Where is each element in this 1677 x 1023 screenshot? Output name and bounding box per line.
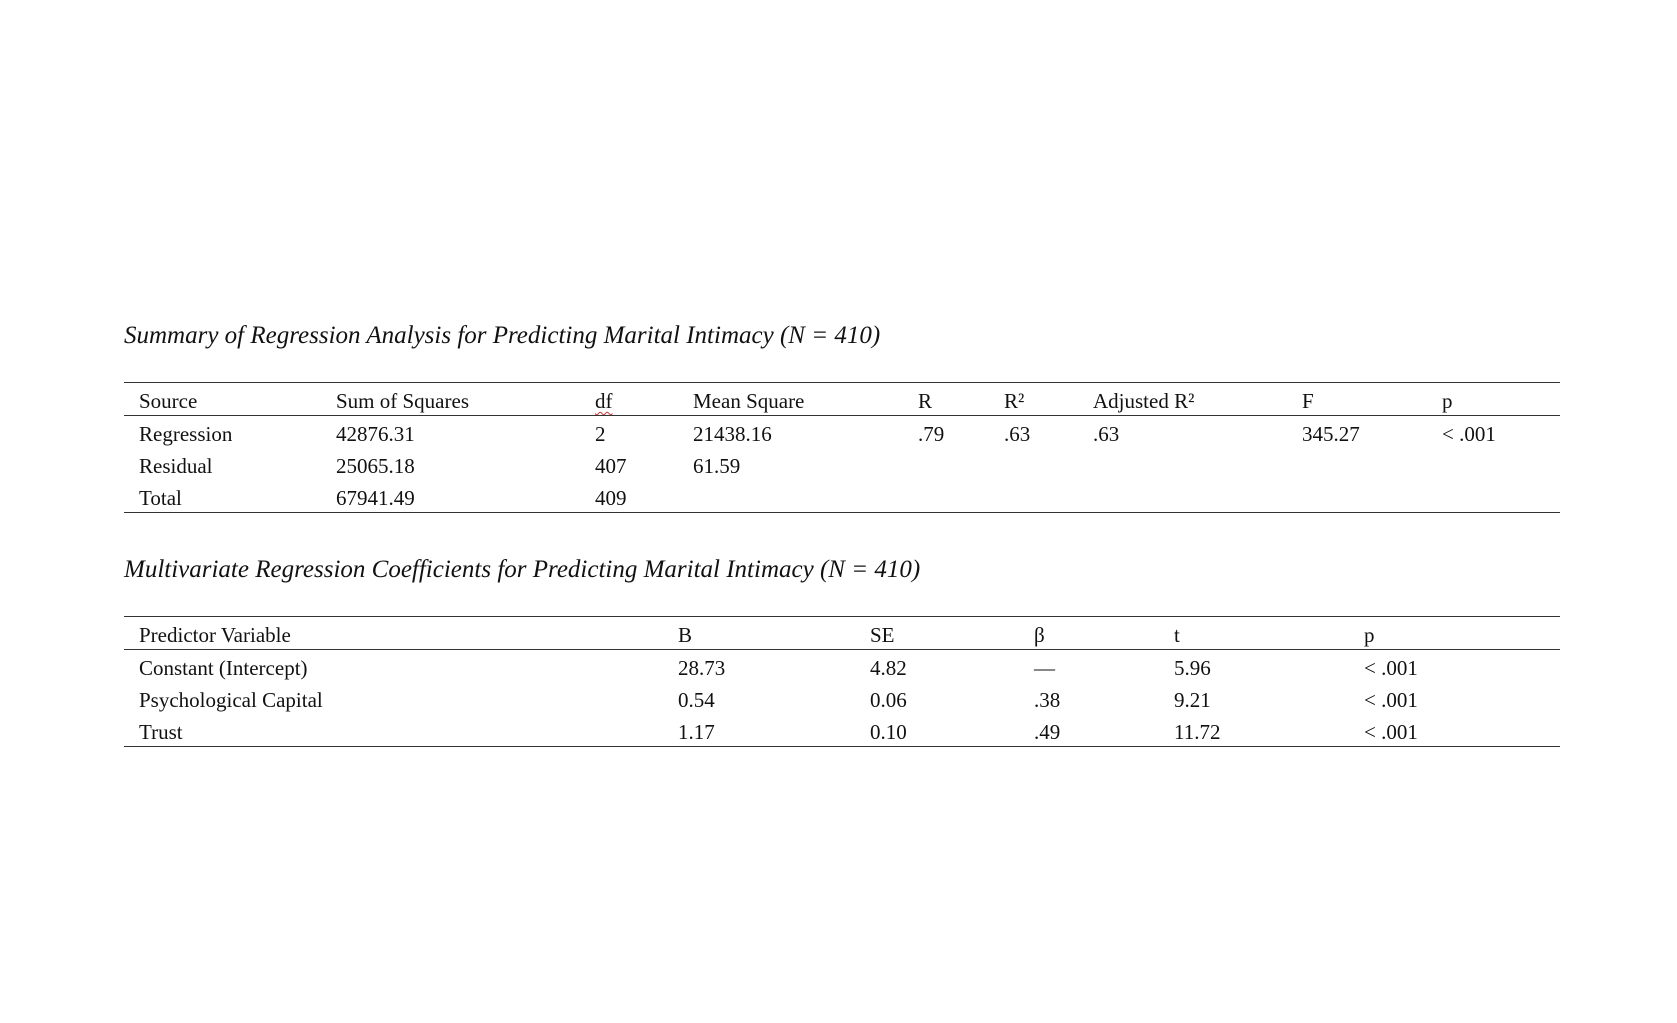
table-1-bottom-rule [124,512,1560,513]
table-2-row-psycap-predictor: Psychological Capital [139,688,323,712]
table-1-row-regression-r: .79 [918,422,945,446]
table-2-row-psycap-p: < .001 [1364,688,1418,712]
table-2-row-psycap-beta: .38 [1034,688,1061,712]
table-2-row-trust-predictor: Trust [139,720,183,744]
table-1-row-regression-p: < .001 [1442,422,1496,446]
table-2-row-trust-t: 11.72 [1174,720,1221,744]
table-1-row-regression-r-squared: .63 [1004,422,1031,446]
table-2-top-rule [124,616,1560,617]
table-1-caption: Summary of Regression Analysis for Predicting Marital Intimacy (N = 410) [124,322,881,349]
table-2-row-constant-t: 5.96 [1174,656,1211,680]
table-2-row-psycap-b: 0.54 [678,688,715,712]
table-2-row-trust-se: 0.10 [870,720,907,744]
table-2-caption: Multivariate Regression Coefficients for Predicting Marital Intimacy (N = 410) [124,556,921,583]
table-2-row-constant-predictor: Constant (Intercept) [139,656,308,680]
table-1-row-total-df: 409 [595,486,627,510]
table-2-bottom-rule [124,746,1560,747]
table-1-header-mean-square: Mean Square [693,389,805,413]
table-1-row-regression-ms: 21438.16 [693,422,772,446]
table-1-header-rule [124,415,1560,416]
table-1-row-residual-df: 407 [595,454,627,478]
table-2-header-predictor: Predictor Variable [139,623,291,647]
table-1-row-regression-adj-r-squared: .63 [1093,422,1120,446]
table-1-header-r: R [918,389,933,413]
table-1-row-regression-ss: 42876.31 [336,422,415,446]
table-1-row-total-source: Total [139,486,182,510]
table-2-row-trust-p: < .001 [1364,720,1418,744]
table-2-header-b: B [678,623,693,647]
table-1-header-sum-of-squares: Sum of Squares [336,389,469,413]
table-1-row-residual-source: Residual [139,454,213,478]
table-1-header-df: df [595,389,613,413]
table-1-header-source: Source [139,389,198,413]
table-1-row-residual-ss: 25065.18 [336,454,415,478]
table-2-header-t: t [1174,623,1180,647]
table-1-row-residual-ms: 61.59 [693,454,741,478]
table-1-header-adjusted-r-squared: Adjusted R² [1093,389,1195,413]
table-1-header-r-squared: R² [1004,389,1025,413]
table-2-row-psycap-se: 0.06 [870,688,907,712]
table-1-row-total-ss: 67941.49 [336,486,415,510]
table-2-header-p: p [1364,623,1375,647]
table-1-row-regression-df: 2 [595,422,606,446]
table-2-header-se: SE [870,623,895,647]
table-2-row-constant-beta: — [1034,656,1055,680]
table-2-header-beta: β [1034,623,1045,647]
table-1-row-regression-f: 345.27 [1302,422,1360,446]
table-2-header-rule [124,649,1560,650]
table-1-header-p: p [1442,389,1453,413]
table-2-row-constant-b: 28.73 [678,656,726,680]
table-2-row-trust-b: 1.17 [678,720,715,744]
table-2-row-constant-se: 4.82 [870,656,907,680]
table-1-row-regression-source: Regression [139,422,233,446]
table-2-row-trust-beta: .49 [1034,720,1061,744]
table-1-top-rule [124,382,1560,383]
table-2-row-psycap-t: 9.21 [1174,688,1211,712]
table-1-header-f: F [1302,389,1314,413]
table-2-row-constant-p: < .001 [1364,656,1418,680]
